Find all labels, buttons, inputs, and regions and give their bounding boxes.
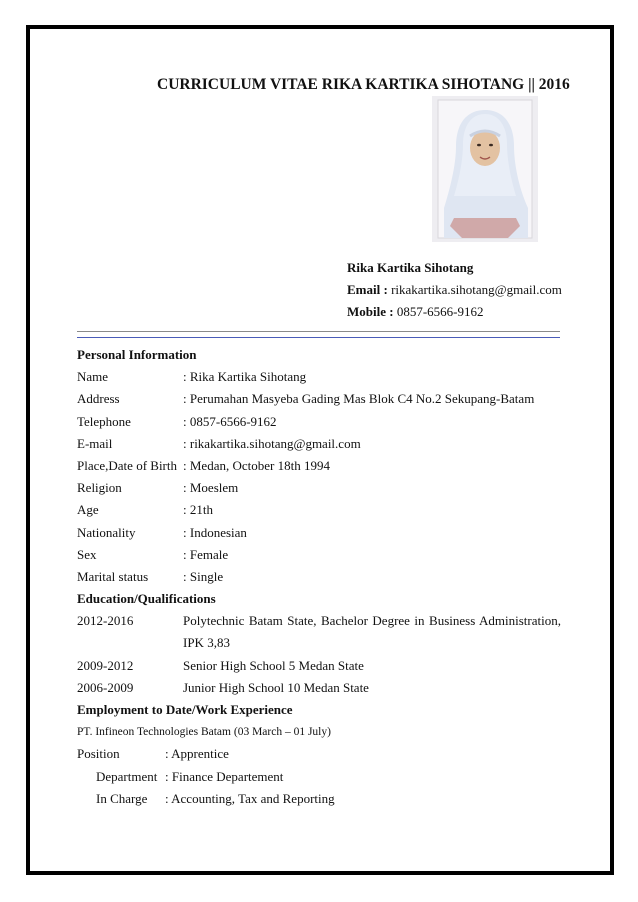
personal-value: : rikakartika.sihotang@gmail.com: [183, 435, 361, 451]
personal-value: : Single: [183, 568, 224, 584]
divider-line: [77, 331, 560, 332]
personal-row-age: [77, 499, 561, 521]
personal-value: : 21th: [183, 502, 213, 518]
cv-content: [77, 344, 561, 810]
personal-info-heading: Personal Information: [77, 347, 197, 362]
personal-row-email: [77, 433, 561, 455]
education-years: 2012-2016: [77, 613, 134, 629]
personal-label: Address: [77, 391, 120, 407]
page-title: CURRICULUM VITAE RIKA KARTIKA SIHOTANG || 2016: [157, 76, 570, 93]
employment-company: PT. Infineon Technologies Batam (03 March – 01 July): [77, 726, 331, 739]
personal-label: Religion: [77, 480, 122, 496]
portrait-photo-image: [432, 96, 538, 242]
education-desc: Polytechnic Batam State, Bachelor Degree in Business Administration, IPK 3,83: [183, 613, 561, 651]
personal-value: : Moeslem: [183, 480, 239, 496]
personal-label: Sex: [77, 546, 97, 562]
divider-line-accent: [77, 337, 560, 338]
personal-row-nationality: [77, 522, 561, 544]
employment-heading: Employment to Date/Work Experience: [77, 702, 293, 718]
employment-incharge: [77, 788, 561, 810]
personal-label: Nationality: [77, 524, 136, 540]
employment-position-value: : Apprentice: [165, 746, 229, 762]
employment-incharge-label: In Charge: [96, 790, 148, 806]
employment-position-label: Position: [77, 746, 120, 762]
contact-email-line: [347, 279, 562, 301]
portrait-photo: [432, 96, 538, 242]
contact-mobile-label: Mobile :: [347, 304, 394, 319]
personal-row-address: [77, 388, 561, 410]
employment-position: [77, 743, 561, 765]
contact-block: [347, 257, 562, 323]
personal-label: E-mail: [77, 435, 113, 451]
personal-value: : Female: [183, 546, 229, 562]
education-desc: Senior High School 5 Medan State: [183, 657, 364, 673]
education-years: 2009-2012: [77, 657, 134, 673]
employment-department-label: Department: [96, 768, 158, 784]
personal-row-sex: [77, 544, 561, 566]
contact-mobile: 0857-6566-9162: [396, 304, 484, 319]
personal-label: Name: [77, 369, 109, 385]
education-desc: Junior High School 10 Medan State: [183, 679, 369, 695]
employment-incharge-value: : Accounting, Tax and Reporting: [165, 790, 335, 806]
personal-info-list: [77, 366, 561, 588]
contact-name: Rika Kartika Sihotang: [347, 260, 474, 275]
personal-value: : Perumahan Masyeba Gading Mas Blok C4 No.2 Sekupang-Batam: [183, 391, 535, 407]
education-heading: Education/Qualifications: [77, 591, 216, 607]
employment-department-value: : Finance Departement: [165, 768, 284, 784]
personal-value: : 0857-6566-9162: [183, 413, 277, 429]
contact-email-label: Email :: [347, 282, 388, 297]
personal-row-religion: [77, 477, 561, 499]
personal-row-name: [77, 366, 561, 388]
employment-department: [77, 766, 561, 788]
personal-label: Telephone: [77, 413, 131, 429]
personal-value: : Indonesian: [183, 524, 247, 540]
education-row: [77, 677, 561, 699]
personal-label: Age: [77, 502, 99, 518]
education-row: [77, 610, 561, 654]
personal-row-birth: [77, 455, 561, 477]
personal-value: : Rika Kartika Sihotang: [183, 369, 307, 385]
personal-value: : Medan, October 18th 1994: [183, 457, 330, 473]
personal-row-marital: [77, 566, 561, 588]
education-row: [77, 655, 561, 677]
personal-label: Place,Date of Birth: [77, 457, 177, 473]
personal-row-telephone: [77, 411, 561, 433]
personal-label: Marital status: [77, 568, 149, 584]
contact-email: rikakartika.sihotang@gmail.com: [391, 282, 562, 297]
contact-mobile-line: [347, 301, 562, 323]
education-years: 2006-2009: [77, 679, 134, 695]
